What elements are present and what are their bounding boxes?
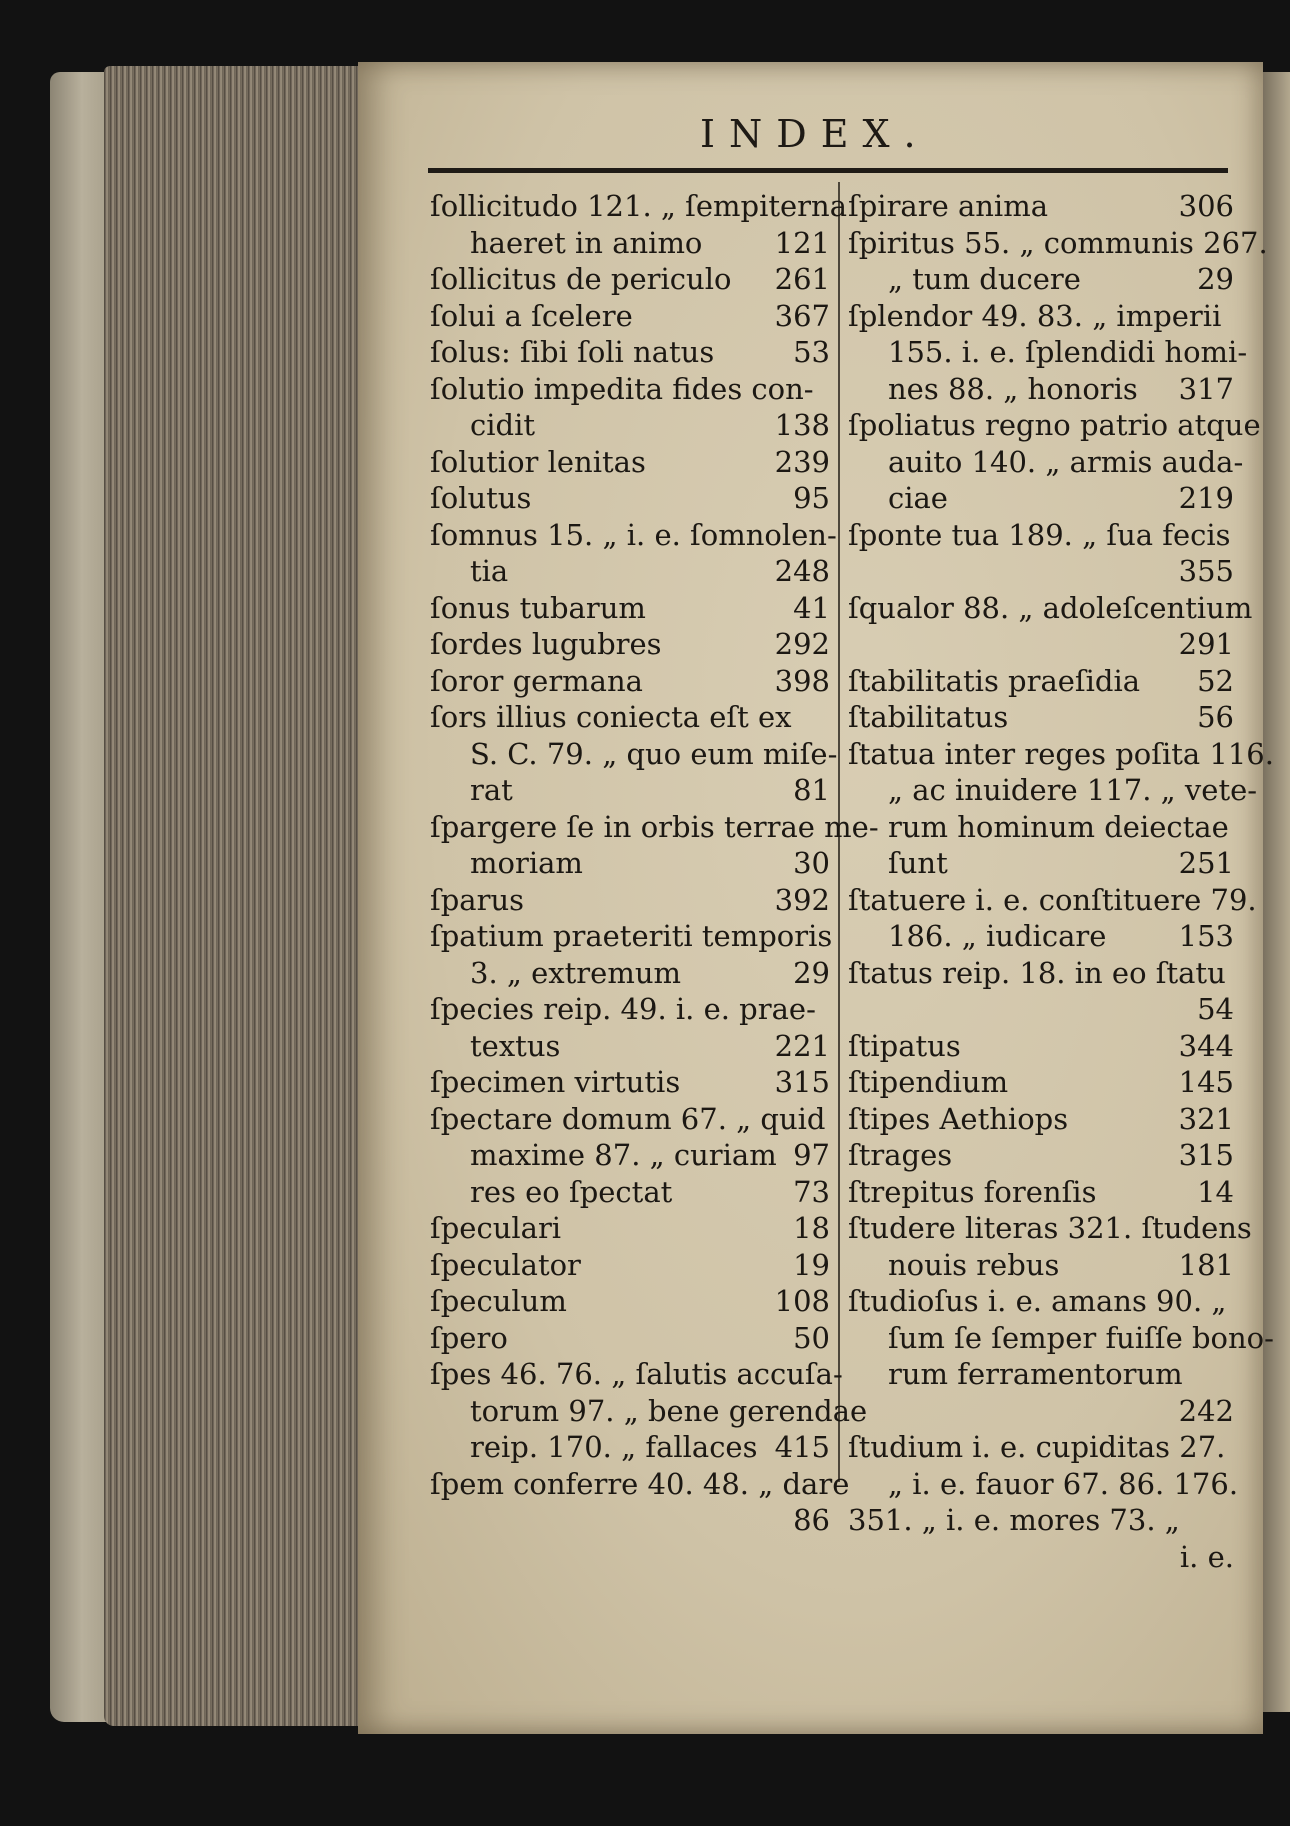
index-entry (430, 298, 830, 335)
index-term: rum hominum deiectae (888, 809, 1229, 844)
index-term: ſtudium i. e. cupiditas 27. (848, 1430, 1226, 1464)
index-page-ref: 145 (1178, 1065, 1234, 1099)
index-entry (430, 371, 830, 408)
index-page-ref: 138 (774, 408, 830, 442)
index-term: ſpeculari (430, 1211, 562, 1245)
index-page-ref (1225, 1429, 1265, 1466)
index-page-ref (1221, 298, 1261, 335)
index-page-ref (1226, 955, 1266, 992)
index-term: ſunt (888, 846, 948, 880)
index-page-ref: 292 (774, 627, 830, 661)
index-entry (430, 1174, 830, 1211)
index-term: ſpeculum (430, 1284, 567, 1318)
index-page-ref: 181 (1178, 1247, 1234, 1282)
index-entry (430, 1210, 830, 1247)
index-page-ref: 251 (1178, 846, 1234, 880)
index-term: „ ac inuidere 117. „ vete- (888, 773, 1258, 807)
index-entry (430, 1356, 843, 1393)
index-entry (848, 626, 1234, 663)
index-term: rat (470, 773, 513, 807)
index-term: ſtipes Aethiops (848, 1101, 1069, 1136)
page-title: INDEX. (700, 112, 930, 156)
index-term: ſqualor 88. „ adoleſcentium (848, 590, 1253, 625)
index-page-ref (1257, 882, 1290, 919)
index-page-ref: 50 (793, 1320, 830, 1355)
index-page-ref (1194, 1356, 1234, 1393)
index-page-ref: 291 (1178, 627, 1234, 661)
index-term: ſpirare anima (848, 189, 1048, 223)
index-term: „ i. e. fauor 67. 86. 176. (888, 1466, 1239, 1501)
index-page-ref: 398 (774, 663, 830, 698)
index-term: ſparus (430, 882, 525, 917)
index-entry (848, 334, 1248, 371)
index-term: ſum ſe ſemper fuiſſe bono- (888, 1320, 1274, 1355)
index-term: cidit (470, 408, 536, 442)
index-entry (430, 1393, 868, 1430)
index-entry (848, 553, 1234, 590)
index-entry (848, 188, 1234, 225)
index-page-ref: 56 (1197, 700, 1234, 734)
index-entry (430, 1320, 830, 1357)
index-entry (430, 1247, 830, 1284)
index-page-ref: 97 (793, 1138, 830, 1172)
index-entry (430, 261, 830, 298)
index-term: ſtipendium (848, 1065, 1009, 1099)
index-entry (430, 225, 830, 262)
index-entry (848, 772, 1258, 809)
index-term: 155. i. e. ſplendidi homi- (888, 335, 1248, 369)
index-term: torum 97. „ bene gerendae (470, 1393, 868, 1428)
index-entry (848, 663, 1234, 700)
index-entry (848, 225, 1268, 262)
index-entry (430, 699, 830, 736)
index-entry (430, 188, 848, 225)
index-entry (848, 1320, 1274, 1357)
index-page-ref (1238, 1466, 1278, 1503)
index-page-ref (1231, 517, 1271, 554)
index-term: ſponte tua 189. „ ſua fecis (848, 517, 1231, 552)
index-term: ſolutio impedita fides con- (430, 371, 814, 406)
index-page-ref: 30 (793, 846, 830, 880)
index-page-ref (792, 699, 832, 736)
index-term: ſpectare domum 67. „ quid (430, 1101, 826, 1136)
index-page-ref (1252, 1210, 1290, 1247)
index-term: ſolus: ſibi ſoli natus (430, 335, 715, 369)
index-entry (848, 955, 1234, 992)
index-entry (430, 955, 830, 992)
index-entry (848, 1393, 1234, 1430)
index-entry (430, 1028, 830, 1065)
index-page-ref: 18 (793, 1211, 830, 1245)
index-term: ſollicitudo 121. „ ſempiterna (430, 189, 848, 223)
index-page-ref (1257, 772, 1290, 809)
index-term: ſtrages (848, 1138, 953, 1172)
index-term: ſomnus 15. „ i. e. ſomnolen- (430, 517, 837, 552)
index-term: S. C. 79. „ quo eum miſe- (470, 736, 838, 771)
index-page-ref: 315 (774, 1065, 830, 1099)
index-page-ref (1243, 444, 1283, 481)
index-term: ſtatua inter reges poſita 116. (848, 736, 1274, 771)
index-page-ref (1194, 1502, 1234, 1539)
index-entry (848, 517, 1234, 554)
index-page-ref: 367 (774, 298, 830, 333)
index-entry (848, 1137, 1234, 1174)
index-page-ref: 19 (793, 1247, 830, 1282)
index-entry (430, 553, 830, 590)
index-page-ref (1226, 1283, 1266, 1320)
index-entry (848, 845, 1234, 882)
index-term: ſtatus reip. 18. in eo ſtatu (848, 955, 1226, 990)
index-entry (430, 663, 830, 700)
index-term: res eo ſpectat (470, 1174, 673, 1209)
index-entry (430, 480, 830, 517)
index-entry (848, 1028, 1234, 1065)
index-term: ſonus tubarum (430, 590, 646, 625)
index-entry (430, 407, 830, 444)
index-page-ref: 344 (1178, 1028, 1234, 1063)
index-term: ſtudere literas 321. ſtudens (848, 1211, 1252, 1245)
index-term: reip. 170. „ fallaces (470, 1430, 758, 1464)
index-page-ref: 415 (774, 1430, 830, 1464)
index-entry (848, 371, 1234, 408)
index-page-ref: 52 (1197, 663, 1234, 698)
index-term: ſors illius coniecta eſt ex (430, 700, 792, 734)
index-term: ſolutior lenitas (430, 444, 646, 479)
index-term: ſpeculator (430, 1247, 581, 1282)
index-entry (430, 918, 833, 955)
index-entry (430, 809, 879, 846)
index-page-ref: 248 (774, 554, 830, 588)
index-term: ſolui a ſcelere (430, 298, 633, 333)
index-column-left (430, 188, 879, 1539)
index-entry (430, 845, 830, 882)
index-page-ref: 221 (774, 1028, 830, 1063)
index-term: „ tum ducere (888, 262, 1081, 296)
index-entry (430, 517, 837, 554)
index-page-ref: 95 (793, 481, 830, 515)
index-page-ref (1229, 809, 1269, 846)
index-entry (848, 1502, 1234, 1539)
index-entry (848, 1283, 1234, 1320)
index-term: ſpatium praeteriti temporis (430, 919, 833, 953)
index-page-ref (1274, 1320, 1290, 1357)
index-page-ref: 81 (793, 773, 830, 807)
index-term: ſpiritus 55. „ communis 267. (848, 225, 1268, 260)
index-column-right (848, 188, 1274, 1575)
index-page-ref: 317 (1178, 371, 1234, 406)
index-term: ſtudioſus i. e. amans 90. „ (848, 1284, 1227, 1318)
index-page-ref: 29 (793, 955, 830, 990)
index-entry (848, 1466, 1239, 1503)
index-entry (848, 918, 1234, 955)
index-page-ref: 261 (774, 262, 830, 296)
index-entry (430, 882, 830, 919)
index-term: ciae (888, 481, 948, 515)
index-entry (430, 334, 830, 371)
index-term: ſpecies reip. 49. i. e. prae- (430, 992, 816, 1026)
index-entry (430, 1502, 830, 1539)
index-term: ſtabilitatis praeſidia (848, 663, 1141, 698)
index-page-ref: 108 (774, 1284, 830, 1318)
index-entry (430, 1466, 850, 1503)
index-page-ref: 321 (1178, 1101, 1234, 1136)
index-entry (848, 1174, 1234, 1211)
index-page-ref: 86 (793, 1503, 830, 1537)
index-page-ref: 392 (774, 882, 830, 917)
index-entry (848, 407, 1261, 444)
index-entry (430, 444, 830, 481)
index-term: ſpecimen virtutis (430, 1065, 681, 1099)
index-entry (848, 261, 1234, 298)
index-term: ſpes 46. 76. „ ſalutis accuſa- (430, 1357, 843, 1391)
index-page-ref (1274, 736, 1290, 773)
index-term: ſpero (430, 1320, 508, 1355)
index-page-ref: 355 (1178, 554, 1234, 588)
index-entry (848, 1064, 1234, 1101)
index-page-ref: 306 (1178, 189, 1234, 223)
index-term: tia (470, 554, 509, 588)
index-entry (848, 298, 1234, 335)
index-page-ref (1261, 407, 1290, 444)
index-term: ſoror germana (430, 663, 643, 698)
index-term: ſtrepitus forenſis (848, 1174, 1097, 1209)
index-page-ref: 73 (793, 1174, 830, 1209)
index-page-ref: 239 (774, 444, 830, 479)
index-page-ref: 54 (1197, 992, 1234, 1026)
index-entry (430, 1283, 830, 1320)
index-entry (848, 1539, 1234, 1576)
index-entry (848, 444, 1244, 481)
index-entry (848, 1210, 1252, 1247)
index-entry (430, 1101, 830, 1138)
index-term: rum ferramentorum (888, 1357, 1183, 1391)
index-page-ref: 53 (793, 335, 830, 369)
index-entry (848, 882, 1257, 919)
index-term: nouis rebus (888, 1247, 1060, 1282)
index-page-ref: 121 (774, 225, 830, 260)
index-term: nes 88. „ honoris (888, 371, 1138, 406)
index-term: moriam (470, 846, 583, 880)
index-page-ref: 153 (1178, 919, 1234, 953)
index-term: 3. „ extremum (470, 955, 682, 990)
page-edges (104, 66, 362, 1726)
index-entry (848, 1429, 1234, 1466)
index-term: 186. „ iudicare (888, 919, 1107, 953)
index-term: ſpoliatus regno patrio atque (848, 408, 1261, 442)
index-entry (848, 1101, 1234, 1138)
index-entry (848, 699, 1234, 736)
index-entry (848, 736, 1274, 773)
index-term: ſplendor 49. 83. „ imperii (848, 298, 1222, 333)
index-page-ref: 29 (1197, 262, 1234, 296)
index-term: ſtatuere i. e. conſtituere 79. (848, 882, 1257, 917)
index-term: ſollicitus de periculo (430, 262, 732, 296)
index-term: ſolutus (430, 481, 532, 515)
index-term: maxime 87. „ curiam (470, 1138, 777, 1172)
index-entry (430, 772, 830, 809)
index-term: textus (470, 1028, 561, 1063)
index-page-ref (1268, 225, 1290, 262)
index-page-ref: 41 (793, 590, 830, 625)
index-entry (430, 736, 838, 773)
index-page-ref: i. e. (1179, 1539, 1234, 1574)
index-entry (848, 991, 1234, 1028)
index-page-ref: 14 (1197, 1174, 1234, 1209)
index-entry (848, 1356, 1234, 1393)
index-entry (430, 590, 830, 627)
index-entry (430, 991, 830, 1028)
index-entry (848, 480, 1234, 517)
index-entry (430, 1064, 830, 1101)
index-term: 351. „ i. e. mores 73. „ (848, 1503, 1180, 1537)
index-entry (848, 590, 1253, 627)
index-page-ref (1247, 334, 1287, 371)
index-term: ſtipatus (848, 1028, 961, 1063)
index-page-ref: 219 (1178, 481, 1234, 515)
index-term: ſtabilitatus (848, 700, 1009, 734)
index-page-ref: 242 (1178, 1393, 1234, 1428)
index-term: ſordes lugubres (430, 627, 662, 661)
index-entry (430, 1429, 830, 1466)
index-page-ref: 315 (1178, 1138, 1234, 1172)
header-rule (428, 168, 1228, 173)
index-term: auito 140. „ armis auda- (888, 444, 1244, 479)
index-entry (430, 1137, 830, 1174)
index-entry (848, 1247, 1234, 1284)
index-page-ref (1252, 590, 1290, 627)
index-term: ſpem conferre 40. 48. „ dare (430, 1466, 850, 1501)
index-term: ſpargere ſe in orbis terrae me- (430, 809, 879, 844)
index-term: haeret in animo (470, 225, 703, 260)
index-entry (430, 626, 830, 663)
index-entry (848, 809, 1234, 846)
